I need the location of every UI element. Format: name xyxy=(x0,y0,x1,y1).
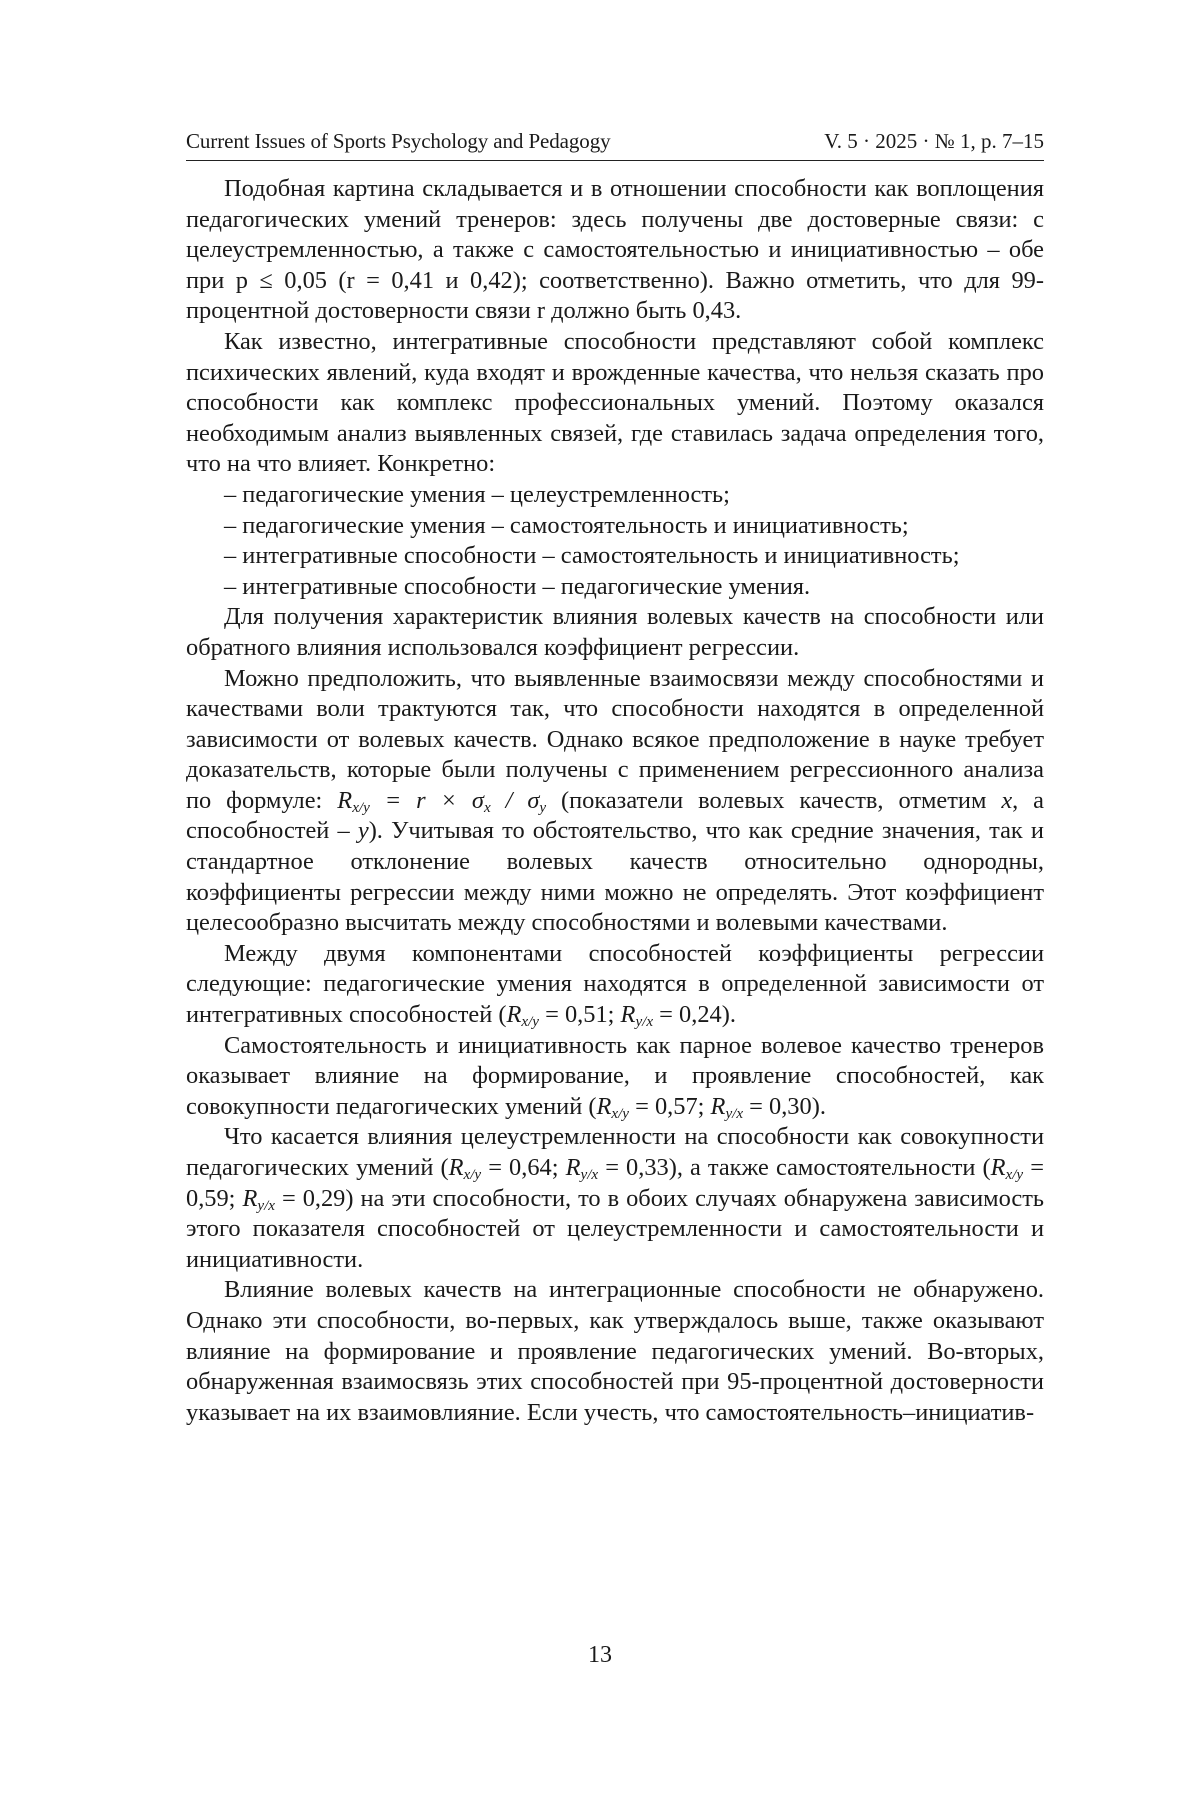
coef-sub: y/x xyxy=(725,1106,743,1122)
coef-r: R xyxy=(621,1001,636,1028)
coef-value: = 0,29) на эти способности, то в обоих случаях обнаружена зависимость этого показателя способностей от целеустремленности и самостоятельности и инициативности. xyxy=(186,1185,1044,1273)
formula-divide: / σ xyxy=(491,787,540,814)
list-item: – педагогические умения – самостоятельность и инициативность; xyxy=(186,511,1044,542)
article-body xyxy=(186,174,1044,1428)
formula-body: = r × σ xyxy=(370,787,484,814)
coef-r: R xyxy=(566,1154,581,1181)
coef-sub: y/x xyxy=(635,1014,653,1030)
list-item: – интегративные способности – самостоятельность и инициативность; xyxy=(186,541,1044,572)
coef-value: = 0,51; xyxy=(539,1001,621,1028)
formula-sub: x xyxy=(484,800,491,816)
list-item: – педагогические умения – целеустремленность; xyxy=(186,480,1044,511)
running-header xyxy=(186,126,1044,161)
var-x: x xyxy=(1001,787,1012,814)
coef-sub: x/y xyxy=(611,1106,629,1122)
paragraph-components xyxy=(186,939,1044,1031)
coef-r: R xyxy=(507,1001,522,1028)
coef-value: = 0,30). xyxy=(743,1093,826,1120)
page xyxy=(0,0,1200,1801)
journal-title: Current Issues of Sports Psychology and Pedagogy xyxy=(186,126,611,156)
paragraph-pedagogical-skills: Подобная картина складывается и в отношении способности как воплощения педагогических умений тренеров: здесь получены две достоверные связи: с целеустремленностью, а также с самостоятельностью и инициативностью – обе при p ≤ 0,05 (r = 0,41 и 0,42); соответственно). Важно отметить, что для 99-процентной достоверности связи r должно быть 0,43. xyxy=(186,174,1044,327)
coef-value: = 0,57; xyxy=(629,1093,711,1120)
formula-r: R xyxy=(337,787,352,814)
paragraph-integrative-abilities: Как известно, интегративные способности представляют собой комплекс психических явлений, куда входят и врожденные качества, что нельзя сказать про способности как комплекс профессиональных умений. Поэтому оказался необходимым анализ выявленных связей, где ставилась задача определения того, что на что влияет. Конкретно: xyxy=(186,327,1044,480)
coef-r: R xyxy=(711,1093,726,1120)
list-item: – интегративные способности – педагогические умения. xyxy=(186,572,1044,603)
paragraph-regression-coefficient: Для получения характеристик влияния волевых качеств на способности или обратного влияния использовался коэффициент регрессии. xyxy=(186,602,1044,663)
coef-value: = 0,59; xyxy=(186,1154,1044,1212)
formula-lead-text: Можно предположить, что выявленные взаимосвязи между способностями и качествами воли трактуются так, что способности находятся в определенной зависимости от волевых качеств. Однако всякое предположение в науке требует доказательств, которые были получены с применением регрессионного анализа по формуле: xyxy=(186,665,1044,814)
coef-value: = 0,33), а также самостоятельности ( xyxy=(598,1154,991,1181)
text: Между двумя компонентами способностей коэффициенты регрессии следующие: педагогические умения находятся в определенной зависимости от интегративных способностей ( xyxy=(186,940,1044,1028)
coef-sub: y/x xyxy=(581,1167,599,1183)
coef-r: R xyxy=(449,1154,464,1181)
coef-r: R xyxy=(596,1093,611,1120)
formula-tail-text: ). Учитывая то обстоятельство, что как средние значения, так и стандартное отклонение волевых качеств относительно однородны, коэффициенты регрессии между ними можно не определять. Этот коэффициент целесообразно высчитать между способностями и волевыми качествами. xyxy=(186,817,1044,936)
coef-r: R xyxy=(242,1185,257,1212)
paragraph-volitional-influence: Влияние волевых качеств на интеграционные способности не обнаружено. Однако эти способности, во-первых, как утверждалось выше, также оказывают влияние на формирование и проявление педагогических умений. Во-вторых, обнаруженная взаимосвязь этих способностей при 95-процентной достоверности указывает на их взаимовлияние. Если учесть, что самостоятельность–инициатив- xyxy=(186,1275,1044,1428)
paragraph-regression-formula xyxy=(186,664,1044,939)
coef-r: R xyxy=(991,1154,1006,1181)
coef-value: = 0,64; xyxy=(481,1154,565,1181)
formula-note: , а способностей – xyxy=(186,787,1044,845)
formula-note: (показатели волевых качеств, отметим xyxy=(546,787,1001,814)
issue-info: V. 5 · 2025 · № 1, p. 7–15 xyxy=(824,126,1044,156)
formula-sub: x/y xyxy=(352,800,370,816)
page-number: 13 xyxy=(0,1640,1200,1670)
coef-sub: y/x xyxy=(257,1197,275,1213)
coef-sub: x/y xyxy=(521,1014,539,1030)
var-y: y xyxy=(358,817,369,844)
coef-value: = 0,24). xyxy=(653,1001,736,1028)
text: Что касается влияния целеустремленности на способности как совокупности педагогических умений ( xyxy=(186,1123,1044,1181)
paragraph-independence xyxy=(186,1031,1044,1123)
coef-sub: x/y xyxy=(1006,1167,1024,1183)
paragraph-purposefulness xyxy=(186,1122,1044,1275)
text: Самостоятельность и инициативность как парное волевое качество тренеров оказывает влияние на формирование, и проявление способностей, как совокупности педагогических умений ( xyxy=(186,1032,1044,1120)
coef-sub: x/y xyxy=(464,1167,482,1183)
formula-sub: y xyxy=(539,800,546,816)
